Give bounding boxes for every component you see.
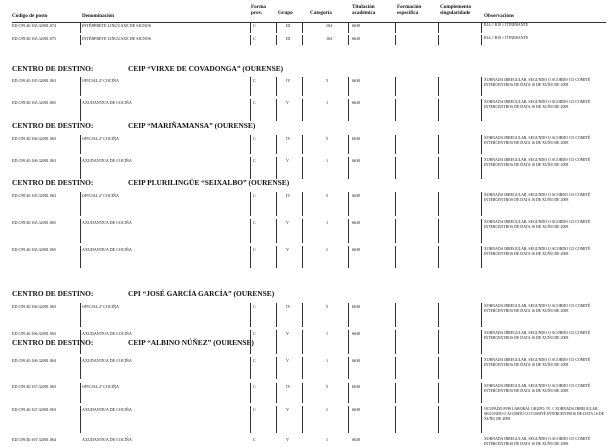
observations-text: XORNADA IRREGULAR, SEGUNDO O ACORDO CO COMITÉ INTERCENTROS DE DATA 16 DE XUÑO DE 2008 [484,247,591,256]
column-divider [302,330,303,354]
forma-prov-value: C [253,358,256,363]
section-label: CENTRO DE DESTINO: [12,338,94,347]
observations-text: XORNADA IRREGULAR, SEGUNDO O ACORDO CO COMITÉ INTERCENTROS DE DATA 16 DE XUÑO DE 2008 [484,193,591,202]
column-divider [276,406,277,433]
post-denomination: AXUDANTE/A DE COCIÑA [82,407,132,412]
titulacion-value: 6630 [352,304,361,309]
post-denomination: OFICIAL 2ª COCIÑA [82,136,119,141]
observations-text: XORNADA IRREGULAR, SEGUNDO O ACORDO CO COMITÉ INTERCENTROS DE DATA 16 DE XUÑO DE 2008 [484,100,591,109]
group-value: V [286,220,289,225]
column-divider [438,157,439,179]
observations-text: B14 // B18 // ITINERANTE [484,23,529,27]
titulacion-value: 6630 [352,100,361,105]
post-denomination: AXUDANTE/A DE COCIÑA [82,358,132,363]
column-divider [250,99,251,121]
column-divider [302,192,303,216]
forma-prov-value: C [253,331,256,336]
post-code: ED.C99.40.166.32001.063 [12,304,57,309]
section-center-name: CEIP “VIRXE DE COVADONGA” (OURENSE) [128,64,284,73]
titulacion-value: 6630 [352,407,361,412]
col-header-grupo: Grupo [278,10,293,16]
post-denomination: AXUDANTE/A DE COCIÑA [82,158,132,163]
column-divider [302,157,303,179]
titulacion-value: 6630 [352,437,361,442]
observations-text: XORNADA IRREGULAR, SEGUNDO O ACORDO CO COMITÉ INTERCENTROS DE DATA 16 DE XUÑO DE 2008 [484,384,591,393]
col-header-codigo: Código de posto [12,13,48,19]
column-divider [395,77,396,96]
post-code: ED.C99.40.167.32001.063 [12,384,57,389]
column-divider [348,303,349,327]
column-divider [302,99,303,121]
column-divider [348,406,349,433]
group-value: IV [286,193,291,198]
column-divider [348,157,349,179]
titulacion-value: 6630 [352,384,361,389]
column-divider [481,135,482,154]
column-divider [250,383,251,403]
col-header-categoria: Categoría [310,10,332,16]
observations-text: XORNADA IRREGULAR, SEGUNDO O ACORDO CO COMITÉ INTERCENTROS DE DATA 16 DE XUÑO DE 2008 [484,158,591,167]
post-code: ED.C99.40.166.32001.064 [12,358,57,363]
column-divider [348,246,349,268]
column-divider [80,99,81,121]
group-value: III [286,23,291,28]
post-denomination: AXUDANTE/A DE COCIÑA [82,437,132,442]
column-divider [395,383,396,403]
column-divider [438,77,439,96]
category-value: 5 [326,384,329,389]
post-denomination: AXUDANTE/A DE COCIÑA [82,100,132,105]
observations-text: XORNADA IRREGULAR, SEGUNDO O ACORDO CO COMITÉ INTERCENTROS DE DATA 16 DE XUÑO DE 2008 [484,78,591,87]
column-divider [348,383,349,403]
category-value: 1 [326,247,329,252]
post-denomination: AXUDANTE/A DE COCIÑA [82,331,132,336]
category-value: 5 [326,78,329,83]
group-value: V [286,358,289,363]
group-value: V [286,158,289,163]
column-divider [80,135,81,154]
category-value: 1 [326,158,329,163]
column-divider [302,246,303,268]
forma-prov-value: C [253,136,256,141]
col-header-formacion: Formación específica [397,4,422,16]
category-value: 1 [326,407,329,412]
column-divider [395,219,396,243]
column-divider [80,192,81,216]
column-divider [302,406,303,433]
column-divider [302,22,303,33]
column-divider [250,357,251,379]
category-value: 1 [326,100,329,105]
category-value: 5 [326,193,329,198]
category-value: 5 [326,136,329,141]
column-divider [276,246,277,268]
column-divider [80,246,81,268]
post-code: ED.C99.40.167.32001.064 [12,437,57,442]
column-divider [80,22,81,33]
titulacion-value: 6630 [352,78,361,83]
forma-prov-value: C [253,220,256,225]
column-divider [438,357,439,379]
post-code: ED.C99.40.166.32001.063 [12,331,57,336]
forma-prov-value: C [253,23,256,28]
col-header-denominacion: Denominación [82,13,114,19]
post-denomination: AXUDANTE/A DE COCIÑA [82,247,132,252]
post-code: ED.C99.40.165.32001.065 [12,247,57,252]
column-divider [438,99,439,121]
column-divider [80,383,81,403]
post-denomination: OFICIAL 2ª COCIÑA [82,78,119,83]
col-header-forma-prov: Forma prov. [251,4,266,16]
post-code: ED.C99.40.165.32001.065 [12,100,57,105]
column-divider [250,22,251,33]
column-divider [395,135,396,154]
post-code: ED.C99.40.165.32001.065 [12,220,57,225]
section-label: CENTRO DE DESTINO: [12,121,94,130]
column-divider [438,135,439,154]
forma-prov-value: C [253,36,256,41]
post-denomination: OFICIAL 2ª COCIÑA [82,193,119,198]
group-value: V [286,247,289,252]
section-center-name: CPI “JOSÉ GARCÍA GARCÍA” (OURENSE) [128,289,275,298]
column-divider [481,303,482,327]
column-divider [302,135,303,154]
column-divider [250,157,251,179]
forma-prov-value: C [253,193,256,198]
column-divider [395,192,396,216]
column-divider [348,219,349,243]
post-denomination: INTÉRPRETE LINGUAXE DE SIGNOS [82,36,152,41]
column-divider [80,35,81,45]
section-center-name: CEIP “ALBINO NÚÑEZ” (OURENSE) [128,338,254,347]
column-divider [395,157,396,179]
post-code: ED.C99.40.165.32001.063 [12,193,57,198]
category-value: 104 [326,36,333,41]
post-code: ED.C99.40.165.32001.063 [12,78,57,83]
column-divider [276,303,277,327]
column-divider [481,219,482,243]
group-value: V [286,407,289,412]
column-divider [395,35,396,45]
forma-prov-value: C [253,247,256,252]
post-code: ED.C99.40.165.32001.075 [12,36,57,41]
column-divider [276,330,277,354]
section-label: CENTRO DE DESTINO: [12,178,94,187]
observations-text: XORNADA IRREGULAR, SEGUNDO O ACORDO CO COMITÉ INTERCENTROS DE DATA 16 DE XUÑO DE 2008 [484,136,591,145]
column-divider [481,99,482,121]
column-divider [481,246,482,268]
column-divider [276,192,277,216]
column-divider [302,303,303,327]
forma-prov-value: C [253,437,256,442]
section-header-centro-destino [12,338,254,347]
forma-prov-value: C [253,78,256,83]
column-divider [481,330,482,354]
section-center-name: CEIP “MARIÑAMANSA” (OURENSE) [128,121,256,130]
titulacion-value: 6630 [352,23,361,28]
titulacion-value: 6630 [352,220,361,225]
column-divider [438,383,439,403]
titulacion-value: 6630 [352,136,361,141]
section-header-centro-destino [12,178,289,187]
group-value: V [286,331,289,336]
group-value: III [286,36,291,41]
column-divider [438,35,439,45]
observations-text: XORNADA IRREGULAR, SEGUNDO O ACORDO CO COMITÉ INTERCENTROS DE DATA 16 DE XUÑO DE 2008 [484,331,591,340]
forma-prov-value: C [253,407,256,412]
titulacion-value: 6630 [352,36,361,41]
category-value: 1 [326,331,329,336]
column-divider [348,77,349,96]
group-value: IV [286,136,291,141]
group-value: V [286,437,289,442]
column-divider [438,192,439,216]
column-divider [276,135,277,154]
column-divider [250,77,251,96]
titulacion-value: 6630 [352,193,361,198]
post-denomination: OFICIAL 2ª COCIÑA [82,384,119,389]
category-value: 1 [326,220,329,225]
section-label: CENTRO DE DESTINO: [12,64,94,73]
titulacion-value: 6630 [352,331,361,336]
section-header-centro-destino [12,64,283,73]
column-divider [481,77,482,96]
column-divider [80,77,81,96]
column-divider [80,406,81,433]
column-divider [348,22,349,33]
column-divider [276,77,277,96]
column-divider [302,383,303,403]
group-value: IV [286,304,291,309]
post-code: ED.C99.40.166.32001.063 [12,158,57,163]
column-divider [276,35,277,45]
column-divider [276,22,277,33]
col-header-complemento: Complemento singularidade [440,4,472,16]
column-divider [481,357,482,379]
titulacion-value: 6630 [352,358,361,363]
column-divider [481,22,482,33]
column-divider [80,219,81,243]
post-code: ED.C99.40.165.32001.074 [12,23,57,28]
column-divider [395,406,396,433]
section-header-centro-destino [12,289,274,298]
column-divider [348,357,349,379]
post-denomination: AXUDANTE/A DE COCIÑA [82,220,132,225]
column-divider [302,219,303,243]
observations-text: XORNADA IRREGULAR, SEGUNDO O ACORDO CO COMITÉ INTERCENTROS DE DATA 16 DE XUÑO DE 2008 [484,220,591,229]
observations-text: OCUPADO POR LABORAL GRUPO: IV. // XORNADA IRREGULAR, SEGUNDO O ACORDO CO COMITÉ INTERCENTROS DE DATA 16 DE XUÑO DE 2008 [484,407,604,421]
section-header-centro-destino [12,121,255,130]
column-divider [250,192,251,216]
section-center-name: CEIP PLURILINGÜE “SEIXALBO” (OURENSE) [128,178,290,187]
column-divider [250,246,251,268]
column-divider [276,357,277,379]
observations-text: XORNADA IRREGULAR, SEGUNDO O ACORDO CO COMITÉ INTERCENTROS DE DATA 16 DE XUÑO DE 2008 [484,358,591,367]
post-denomination: OFICIAL 2ª COCIÑA [82,304,119,309]
column-divider [276,157,277,179]
column-divider [438,303,439,327]
column-divider [348,99,349,121]
column-divider [395,246,396,268]
forma-prov-value: C [253,384,256,389]
column-divider [276,99,277,121]
forma-prov-value: C [253,304,256,309]
titulacion-value: 6630 [352,247,361,252]
col-header-titulacion: Titulación académica [352,4,376,16]
observations-text: XORNADA IRREGULAR, SEGUNDO O ACORDO CO COMITÉ INTERCENTROS DE DATA 16 DE XUÑO DE 2008 [484,437,591,446]
column-divider [348,192,349,216]
column-divider [80,157,81,179]
column-divider [438,22,439,33]
column-divider [481,192,482,216]
column-divider [481,35,482,45]
column-divider [395,357,396,379]
post-code: ED.C99.40.166.32001.063 [12,136,57,141]
forma-prov-value: C [253,100,256,105]
group-value: IV [286,78,291,83]
column-divider [481,157,482,179]
category-value: 104 [326,23,333,28]
column-divider [348,135,349,154]
column-divider [348,35,349,45]
column-divider [395,330,396,354]
column-divider [481,383,482,403]
column-divider [348,330,349,354]
observations-text: B14 // B18 // ITINERANTE [484,36,529,40]
column-divider [481,406,482,433]
column-divider [250,303,251,327]
column-divider [438,246,439,268]
observations-text: XORNADA IRREGULAR, SEGUNDO O ACORDO CO COMITÉ INTERCENTROS DE DATA 16 DE XUÑO DE 2008 [484,304,591,313]
column-divider [395,22,396,33]
column-divider [302,77,303,96]
category-value: 1 [326,358,329,363]
column-divider [395,303,396,327]
column-divider [302,357,303,379]
category-value: 5 [326,304,329,309]
group-value: V [286,100,289,105]
post-denomination: INTÉRPRETE LINGUAXE DE SIGNOS [82,23,152,28]
column-divider [276,383,277,403]
column-divider [438,406,439,433]
column-divider [250,219,251,243]
column-divider [80,303,81,327]
column-divider [250,135,251,154]
titulacion-value: 6630 [352,158,361,163]
column-divider [276,219,277,243]
column-divider [438,219,439,243]
forma-prov-value: C [253,158,256,163]
category-value: 1 [326,437,329,442]
column-divider [395,99,396,121]
section-label: CENTRO DE DESTINO: [12,289,94,298]
group-value: IV [286,384,291,389]
column-divider [80,357,81,379]
post-code: ED.C99.40.167.32001.063 [12,407,57,412]
column-divider [302,35,303,45]
column-divider [250,35,251,45]
column-divider [438,330,439,354]
column-divider [250,406,251,433]
col-header-observacions: Observacións [484,13,514,19]
